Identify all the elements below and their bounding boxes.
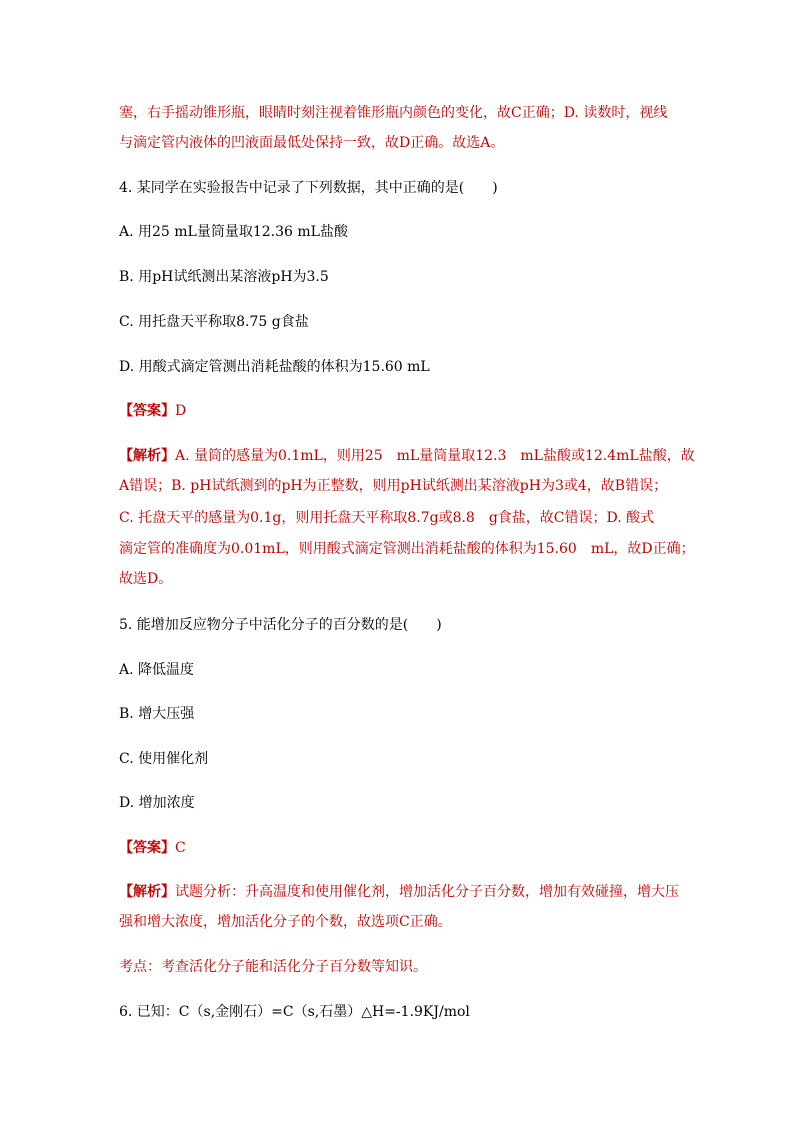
- q5-option-c: C. 使用催化剂: [119, 751, 209, 767]
- q5-analysis-line-2: 强和增大浓度，增加活化分子的个数，故选项C正确。: [119, 914, 452, 930]
- q4-option-a: A. 用25 mL量筒量取12.36 mL盐酸: [119, 224, 348, 240]
- q4-option-d: D. 用酸式滴定管测出消耗盐酸的体积为15.60 mL: [119, 359, 430, 375]
- q4-analysis-line-2: A错误；B. pH试纸测到的pH为正整数，则用pH试纸测出某溶液pH为3或4，故B错误；: [119, 478, 668, 494]
- q4-analysis-line-3: C. 托盘天平的感量为0.1g，则用托盘天平称取8.7g或8.8 g食盐，故C错误；D. 酸式: [119, 510, 655, 526]
- q4-answer-label: 【答案】: [119, 403, 175, 419]
- q4-option-b: B. 用pH试纸测出某溶液pH为3.5: [119, 269, 329, 285]
- q5-option-d: D. 增加浓度: [119, 795, 195, 811]
- q5-analysis-line-1: [119, 882, 679, 902]
- q5-stem: 5. 能增加反应物分子中活化分子的百分数的是( ): [119, 617, 442, 633]
- q5-analysis-label: 【解析】: [119, 884, 175, 900]
- q4-stem: 4. 某同学在实验报告中记录了下列数据，其中正确的是( ): [119, 180, 498, 196]
- q5-answer: [119, 838, 186, 858]
- prev-analysis-line-2: 与滴定管内液体的凹液面最低处保持一致，故D正确。故选A。: [119, 135, 505, 151]
- q5-answer-label: 【答案】: [119, 840, 175, 856]
- q4-answer-value: D: [175, 403, 187, 419]
- q4-analysis-text-1: A. 量筒的感量为0.1mL，则用25 mL量筒量取12.3 mL盐酸或12.4mL盐酸，故: [175, 448, 695, 464]
- q4-analysis-line-5: 故选D。: [119, 571, 173, 587]
- q5-answer-value: C: [175, 840, 186, 856]
- q4-analysis-line-4: 滴定管的准确度为0.01mL，则用酸式滴定管测出消耗盐酸的体积为15.60 mL，故D正确；: [119, 541, 695, 557]
- prev-analysis-line-1: 塞，右手摇动锥形瓶，眼睛时刻注视着锥形瓶内颜色的变化，故C正确；D. 读数时，视线: [119, 105, 668, 121]
- q4-option-c: C. 用托盘天平称取8.75 g食盐: [119, 314, 309, 330]
- q5-kaodian: 考点：考查活化分子能和活化分子百分数等知识。: [119, 959, 427, 975]
- q5-analysis-text-1: 试题分析：升高温度和使用催化剂，增加活化分子百分数，增加有效碰撞，增大压: [175, 884, 679, 900]
- q4-analysis-line-1: [119, 446, 695, 466]
- q4-analysis-label: 【解析】: [119, 448, 175, 464]
- q5-option-a: A. 降低温度: [119, 662, 195, 678]
- q6-stem: 6. 已知：C（s,金刚石）=C（s,石墨）△H=-1.9KJ/mol: [119, 1004, 470, 1020]
- q4-answer: [119, 401, 186, 421]
- q5-option-b: B. 增大压强: [119, 706, 195, 722]
